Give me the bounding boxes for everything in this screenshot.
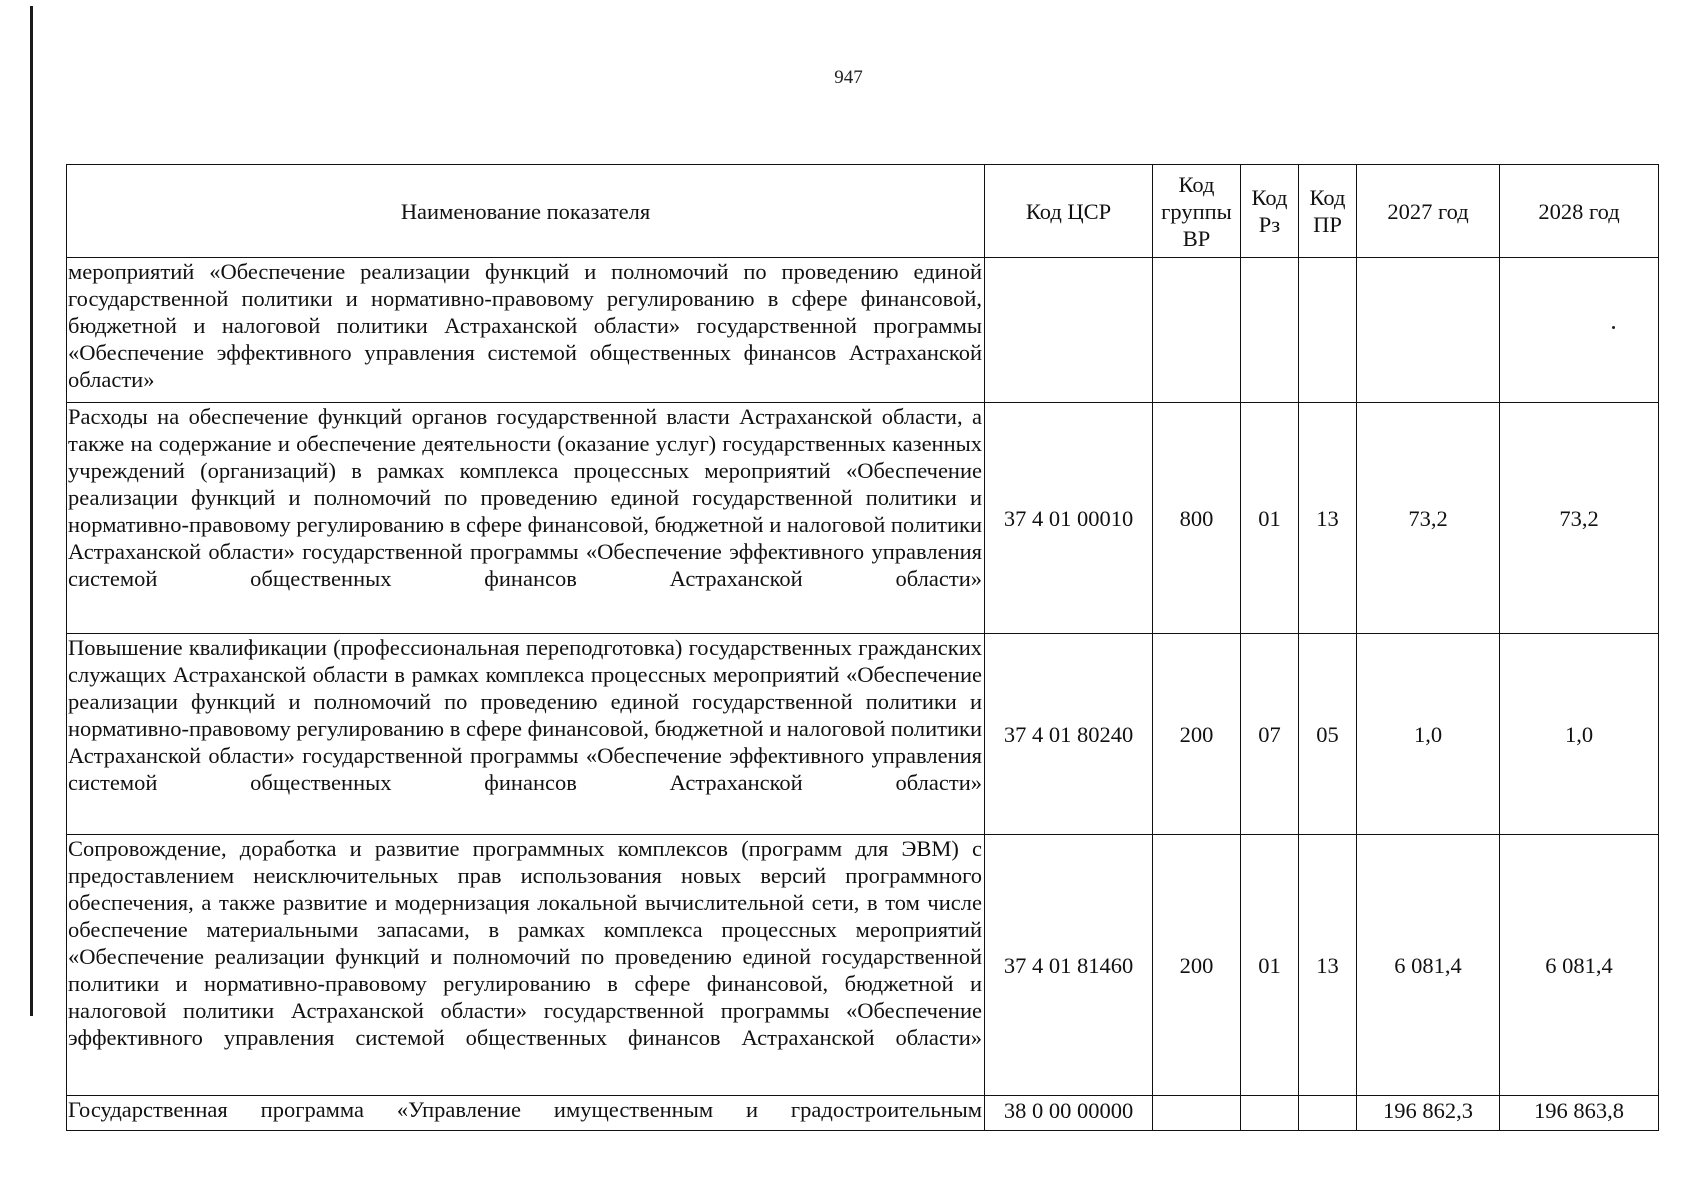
- row-rz: [1241, 1096, 1299, 1131]
- row-csr: 37 4 01 00010: [985, 403, 1153, 634]
- table-row: [67, 403, 1659, 634]
- row-csr: [985, 258, 1153, 403]
- header-pr: Код ПР: [1299, 165, 1357, 258]
- row-csr: 38 0 00 00000: [985, 1096, 1153, 1131]
- row-name: Государственная программа «Управление имущественным и градостроительным: [67, 1096, 985, 1131]
- header-2028: 2028 год: [1500, 165, 1659, 258]
- page-number: 947: [834, 67, 863, 88]
- row-rz: 01: [1241, 835, 1299, 1096]
- row-rz: 07: [1241, 634, 1299, 835]
- row-csr: 37 4 01 81460: [985, 835, 1153, 1096]
- row-2028: 73,2: [1500, 403, 1659, 634]
- header-row: [67, 165, 1659, 258]
- row-pr: [1299, 1096, 1357, 1131]
- row-vr: [1153, 258, 1241, 403]
- row-name: Расходы на обеспечение функций органов государственной власти Астраханской области, а также на содержание и обеспечение деятельности (оказание услуг) государственных казенных учреждений (организаций) в рамках комплекса процессных мероприятий «Обеспечение реализации функций и полномочий по проведению единой государственной политики и нормативно-правовому регулированию в сфере финансовой, бюджетной и налоговой политики Астраханской области» государственной программы «Обеспечение эффективного управления системой общественных финансов Астраханской области»: [67, 403, 985, 634]
- table-row: [67, 634, 1659, 835]
- row-csr: 37 4 01 80240: [985, 634, 1153, 835]
- row-2027: 1,0: [1357, 634, 1500, 835]
- row-2028: 6 081,4: [1500, 835, 1659, 1096]
- header-name: Наименование показателя: [67, 165, 985, 258]
- row-name: мероприятий «Обеспечение реализации функций и полномочий по проведению единой государственной политики и нормативно-правовому регулированию в сфере финансовой, бюджетной и налоговой политики Астраханской области» государственной программы «Обеспечение эффективного управления системой общественных финансов Астраханской области»: [67, 258, 985, 403]
- row-2028: 1,0: [1500, 634, 1659, 835]
- header-vr: Код группы ВР: [1153, 165, 1241, 258]
- row-pr: 13: [1299, 403, 1357, 634]
- budget-table: [66, 164, 1659, 1131]
- header-csr: Код ЦСР: [985, 165, 1153, 258]
- scan-dot-mark: [1612, 326, 1615, 329]
- header-rz: Код Рз: [1241, 165, 1299, 258]
- row-vr: 200: [1153, 634, 1241, 835]
- row-2027: 6 081,4: [1357, 835, 1500, 1096]
- row-name: Сопровождение, доработка и развитие программных комплексов (программ для ЭВМ) с предоставлением неисключительных прав использования новых версий программного обеспечения, а также развитие и модернизация локальной вычислительной сети, в том числе обеспечение материальными запасами, в рамках комплекса процессных мероприятий «Обеспечение реализации функций и полномочий по проведению единой государственной политики и нормативно-правовому регулированию в сфере финансовой, бюджетной и налоговой политики Астраханской области» государственной программы «Обеспечение эффективного управления системой общественных финансов Астраханской области»: [67, 835, 985, 1096]
- row-2027: 196 862,3: [1357, 1096, 1500, 1131]
- row-name: Повышение квалификации (профессиональная переподготовка) государственных гражданских служащих Астраханской области в рамках комплекса процессных мероприятий «Обеспечение реализации функций и полномочий по проведению единой государственной политики и нормативно-правовому регулированию в сфере финансовой, бюджетной и налоговой политики Астраханской области» государственной программы «Обеспечение эффективного управления системой общественных финансов Астраханской области»: [67, 634, 985, 835]
- row-rz: 01: [1241, 403, 1299, 634]
- row-vr: [1153, 1096, 1241, 1131]
- binding-line: [30, 6, 33, 1016]
- table-row: [67, 835, 1659, 1096]
- row-2028: 196 863,8: [1500, 1096, 1659, 1131]
- row-pr: 13: [1299, 835, 1357, 1096]
- row-vr: 800: [1153, 403, 1241, 634]
- row-2027: 73,2: [1357, 403, 1500, 634]
- row-pr: [1299, 258, 1357, 403]
- row-2027: [1357, 258, 1500, 403]
- row-pr: 05: [1299, 634, 1357, 835]
- row-2028: [1500, 258, 1659, 403]
- table-row: [67, 1096, 1659, 1131]
- row-vr: 200: [1153, 835, 1241, 1096]
- table-row: [67, 258, 1659, 403]
- row-rz: [1241, 258, 1299, 403]
- header-2027: 2027 год: [1357, 165, 1500, 258]
